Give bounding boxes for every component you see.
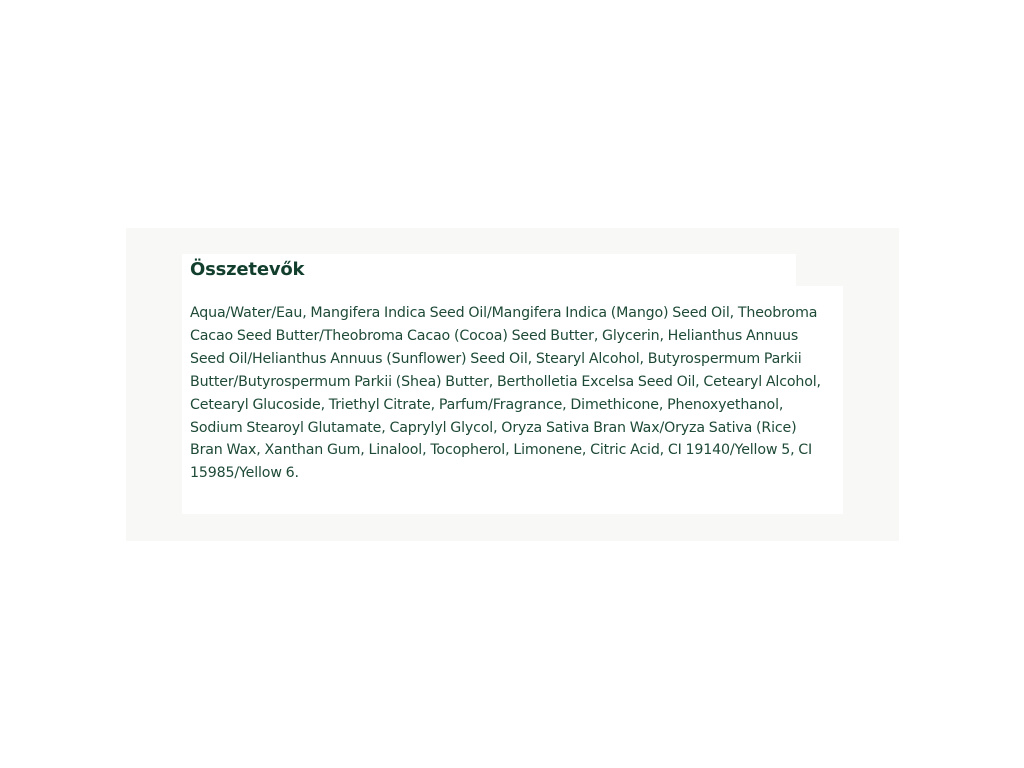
section-title: Összetevők (190, 259, 305, 280)
ingredients-panel (126, 228, 899, 541)
ingredients-list-text: Aqua/Water/Eau, Mangifera Indica Seed Oil/Mangifera Indica (Mango) Seed Oil, Theobroma Cacao Seed Butter/Theobroma Cacao (Cocoa) Seed Butter, Glycerin, Helianthus Annuus Seed Oil/Helianthus Annuus (Sunflower) Seed Oil, Stearyl Alcohol, Butyrospermum Parkii Butter/Butyrospermum Parkii (Shea) Butter, Bertholletia Excelsa Seed Oil, Cetearyl Alcohol, Cetearyl Glucoside, Triethyl Citrate, Parfum/Fragrance, Dimethicone, Phenoxyethanol, Sodium Stearoyl Glutamate, Caprylyl Glycol, Oryza Sativa Bran Wax/Oryza Sativa (Rice) Bran Wax, Xanthan Gum, Linalool, Tocopherol, Limonene, Citric Acid, CI 19140/Yellow 5, CI 15985/Yellow 6. (190, 305, 821, 482)
